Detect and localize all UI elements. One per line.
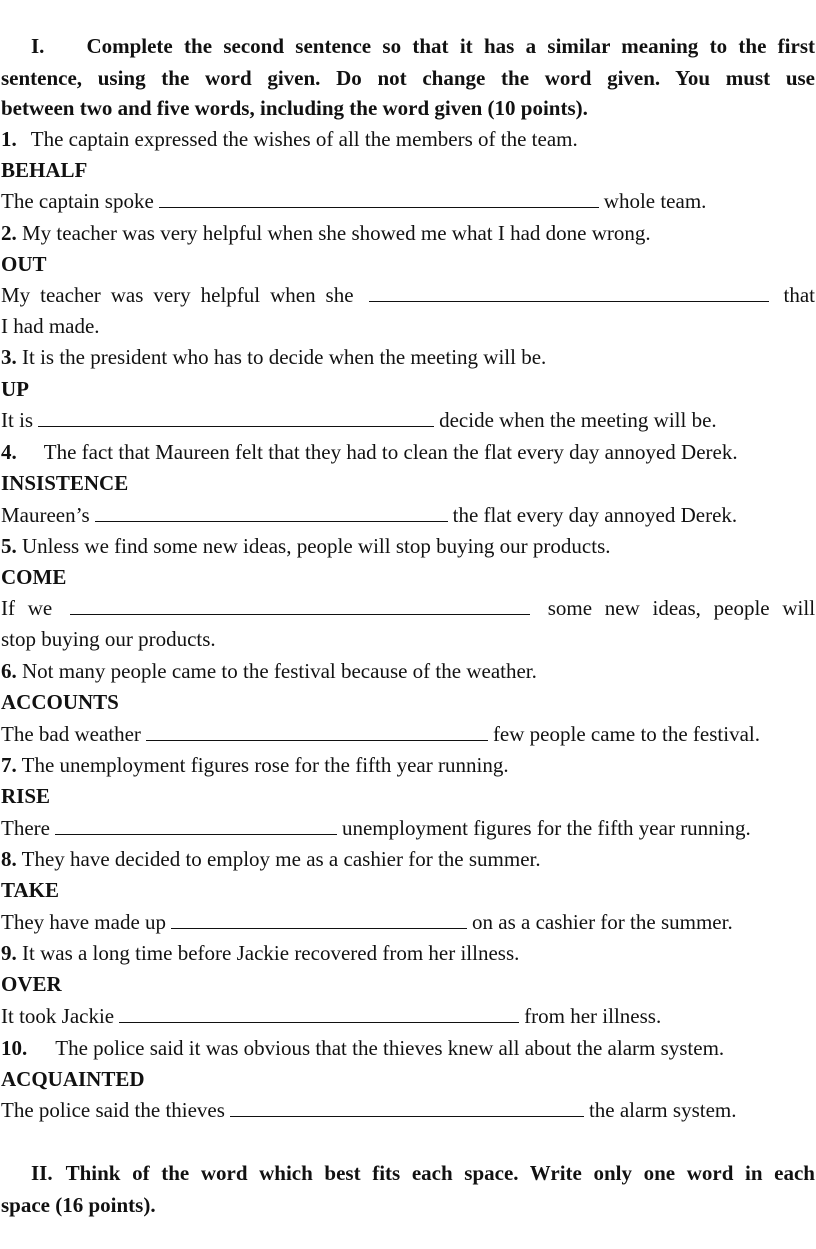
rewrite-before: There [1, 816, 50, 840]
rewrite-after: that [783, 283, 816, 307]
question-4-sentence [1, 437, 815, 468]
answer-blank[interactable] [119, 1002, 519, 1023]
question-6-keyword: ACCOUNTS [1, 690, 119, 714]
question-6-sentence [1, 656, 815, 687]
answer-blank[interactable] [146, 720, 488, 741]
question-number: 5. [1, 534, 17, 558]
question-4-keyword: INSISTENCE [1, 471, 129, 495]
section-2-heading-text: Think of the word which best fits each space. Write only one word in each [65, 1161, 815, 1185]
question-5-rewrite [1, 593, 815, 624]
rewrite-after: some new ideas, people will [547, 596, 816, 620]
original-sentence: The police said it was obvious that the thieves knew all about the alarm system. [55, 1036, 725, 1060]
rewrite-before: If we [1, 596, 53, 620]
question-5-sentence [1, 531, 815, 562]
original-sentence: Unless we find some new ideas, people will stop buying our products. [22, 534, 611, 558]
question-8-rewrite [1, 907, 815, 938]
question-7-rewrite [1, 813, 815, 844]
question-number: 8. [1, 847, 17, 871]
rewrite-before: Maureen’s [1, 503, 90, 527]
question-2-rewrite-cont: I had made. [1, 314, 100, 338]
original-sentence: The captain expressed the wishes of all the members of the team. [30, 127, 578, 151]
section-1-heading-text: Complete the second sentence so that it has a similar meaning to the first [86, 34, 815, 58]
original-sentence: They have decided to employ me as a cashier for the summer. [21, 847, 541, 871]
question-number: 3. [1, 345, 17, 369]
answer-blank[interactable] [95, 501, 448, 522]
answer-blank[interactable] [230, 1096, 584, 1117]
question-10-keyword: ACQUAINTED [1, 1067, 145, 1091]
question-10-sentence [1, 1033, 815, 1064]
rewrite-before: My teacher was very helpful when she [1, 283, 354, 307]
question-3-keyword: UP [1, 377, 29, 401]
answer-blank[interactable] [369, 281, 769, 302]
question-9-keyword: OVER [1, 972, 62, 996]
question-2-sentence [1, 218, 815, 249]
answer-blank[interactable] [38, 406, 434, 427]
rewrite-after: few people came to the festival. [492, 722, 760, 746]
original-sentence: It was a long time before Jackie recovered from her illness. [22, 941, 520, 965]
rewrite-after: the flat every day annoyed Derek. [452, 503, 738, 527]
rewrite-after: unemployment figures for the fifth year running. [341, 816, 751, 840]
question-3-rewrite [1, 405, 815, 436]
original-sentence: Not many people came to the festival because of the weather. [22, 659, 537, 683]
original-sentence: The unemployment figures rose for the fifth year running. [21, 753, 509, 777]
question-5-rewrite-cont: stop buying our products. [1, 627, 216, 651]
question-1-sentence [1, 124, 815, 155]
rewrite-before: The bad weather [1, 722, 141, 746]
section-1-numeral: I. [31, 34, 45, 58]
question-6-rewrite [1, 719, 815, 750]
section-1-heading-line-2: sentence, using the word given. Do not change the word given. You must use [1, 66, 815, 90]
question-8-sentence [1, 844, 815, 875]
section-2-numeral: II. [31, 1161, 53, 1185]
question-2-rewrite [1, 280, 815, 311]
question-number: 1. [1, 127, 17, 151]
section-1-heading-line-1 [1, 31, 815, 62]
question-5-keyword: COME [1, 565, 67, 589]
question-10-rewrite [1, 1095, 815, 1126]
rewrite-before: It took Jackie [1, 1004, 115, 1028]
question-number: 4. [1, 440, 17, 464]
rewrite-before: The captain spoke [1, 189, 154, 213]
question-9-rewrite [1, 1001, 815, 1032]
question-number: 10. [1, 1036, 28, 1060]
question-8-keyword: TAKE [1, 878, 59, 902]
question-7-keyword: RISE [1, 784, 51, 808]
section-2-heading-line-1 [1, 1158, 815, 1189]
original-sentence: It is the president who has to decide when the meeting will be. [22, 345, 547, 369]
answer-blank[interactable] [55, 814, 337, 835]
rewrite-after: on as a cashier for the summer. [472, 910, 733, 934]
question-7-sentence [1, 750, 815, 781]
question-number: 7. [1, 753, 17, 777]
rewrite-before: The police said the thieves [1, 1098, 225, 1122]
question-2-keyword: OUT [1, 252, 47, 276]
question-number: 9. [1, 941, 17, 965]
rewrite-before: It is [1, 408, 34, 432]
question-1-keyword: BEHALF [1, 158, 88, 182]
rewrite-after: whole team. [603, 189, 707, 213]
rewrite-before: They have made up [1, 910, 167, 934]
original-sentence: The fact that Maureen felt that they had to clean the flat every day annoyed Derek. [43, 440, 738, 464]
section-1-heading-line-3: between two and five words, including the word given (10 points). [1, 96, 588, 120]
question-number: 2. [1, 221, 17, 245]
question-number: 6. [1, 659, 17, 683]
question-4-rewrite [1, 500, 815, 531]
answer-blank[interactable] [70, 594, 530, 615]
answer-blank[interactable] [159, 187, 599, 208]
question-9-sentence [1, 938, 815, 969]
question-1-rewrite [1, 186, 815, 217]
rewrite-after: from her illness. [524, 1004, 662, 1028]
rewrite-after: the alarm system. [588, 1098, 737, 1122]
question-3-sentence [1, 342, 815, 373]
answer-blank[interactable] [171, 908, 467, 929]
rewrite-after: decide when the meeting will be. [439, 408, 717, 432]
original-sentence: My teacher was very helpful when she showed me what I had done wrong. [22, 221, 651, 245]
section-2-heading-line-2: space (16 points). [1, 1193, 156, 1217]
